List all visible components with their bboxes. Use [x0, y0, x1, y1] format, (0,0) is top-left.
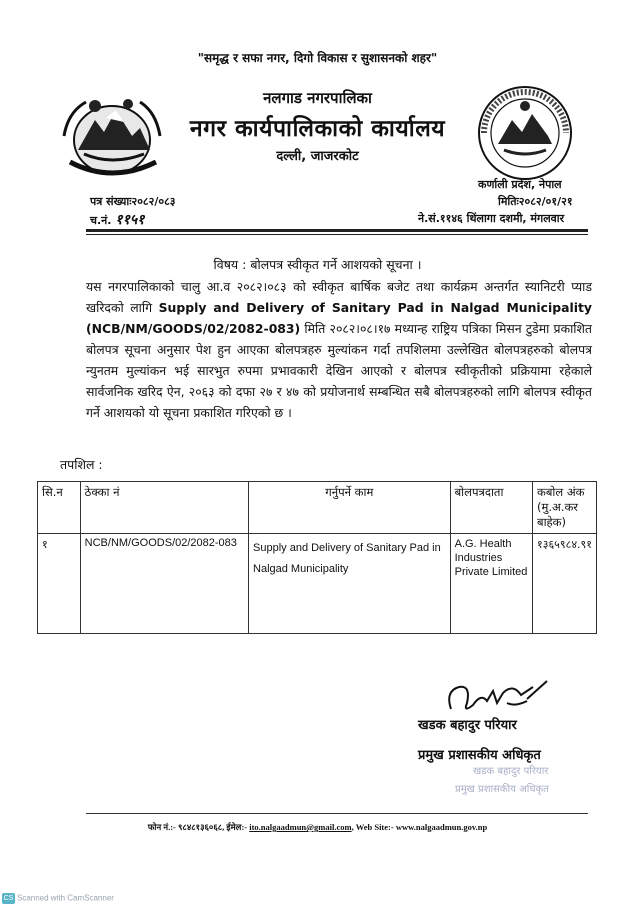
column-header-amount: कबोल अंक (मु.अ.कर बाहेक)	[533, 482, 597, 534]
dispatch-number	[90, 210, 144, 229]
column-header-work: गर्नुपर्ने काम	[249, 482, 451, 534]
header-divider-thin	[86, 234, 588, 235]
cell-contract-no: NCB/NM/GOODS/02/2082-083	[80, 534, 248, 634]
motto: "समृद्ध र सफा नगर, दिगो विकास र सुशासनको शहर"	[197, 51, 438, 65]
header-divider	[86, 229, 588, 232]
municipality-name: नलगाड नगरपालिका	[263, 89, 372, 107]
project-title: Supply and Delivery of Sanitary Pad in Nalgad Municipality	[158, 300, 592, 315]
table-row	[38, 534, 597, 634]
cell-bidder: A.G. Health Industries Private Limited	[450, 534, 532, 634]
letter-date: मितिः२०८२/०१/२१	[498, 195, 573, 208]
details-label: तपशिल :	[60, 457, 103, 472]
scanner-text: Scanned with CamScanner	[17, 893, 114, 903]
province: कर्णाली प्रदेश, नेपाल	[478, 178, 562, 191]
dispatch-label: च.नं.	[90, 214, 112, 227]
cell-sn: १	[38, 534, 81, 634]
letter-number: पत्र संख्याः२०८२/०८३	[90, 195, 176, 208]
footer-phone: फोन नं.:- ९८४८१३६०६८, ईमेल:-	[147, 822, 250, 832]
body-details: मिति २०८२।०८।१७ मध्यान्ह राष्ट्रिय पत्रिका मिसन टुडेमा प्रकाशित बोलपत्र सूचना अनुसार पेश हुन आएका बोलपत्रहरु मुल्यांकन गर्दा तपशिलमा उल्लेखित बोलपत्रहरुको बोलपत्र न्युनतम मुल्यांकन भई सारभुत रुपमा प्रभावकारी देखिन आएको र बोलपत्र स्वीकृतीको प्रक्रियामा रहेकाले सार्वजनिक खरिद ऐन, २०६३ को दफा २७ र ४७ को प्रयोजनार्थ सम्बन्धित सबै बोलपत्रहरुको लागि बोलपत्र स्वीकृत गर्ने आशयको यो सूचना प्रकाशित गरिएको छ ।	[86, 321, 592, 420]
scanner-watermark	[2, 893, 114, 904]
footer-contact	[0, 822, 635, 833]
signatory-name: खडक बहादुर परियार	[418, 718, 517, 733]
office-name: नगर कार्यपालिकाको कार्यालय	[189, 116, 446, 142]
camscanner-logo-icon: CS	[3, 895, 14, 902]
notice-body	[86, 276, 592, 423]
stamp-title: प्रमुख प्रशासकीय अधिकृत	[455, 784, 549, 795]
office-stamp	[445, 758, 555, 798]
office-address: दल्ली, जाजरकोट	[276, 149, 359, 164]
dispatch-number-value: ११५१	[115, 212, 145, 228]
footer-divider	[86, 813, 588, 814]
column-header-contract-no: ठेक्का नं	[80, 482, 248, 534]
signatory-title: प्रमुख प्रशासकीय अधिकृत	[418, 748, 541, 763]
subject-line: विषय : बोलपत्र स्वीकृत गर्ने आशयको सूचना ।	[213, 257, 422, 272]
footer-website: , Web Site:- www.nalgaadmun.gov.np	[351, 822, 488, 832]
column-header-sn: सि.न	[38, 482, 81, 534]
nepal-sambat-date: ने.सं.११४६ थिंलागा दशमी, मंगलवार	[418, 212, 565, 225]
column-header-bidder: बोलपत्रदाता	[450, 482, 532, 534]
footer-email-link[interactable]: ito.nalgaadmun@gmail.com	[249, 822, 352, 832]
cell-work: Supply and Delivery of Sanitary Pad in Nalgad Municipality	[249, 534, 451, 634]
contract-reference: (NCB/NM/GOODS/02/2082-083)	[86, 321, 301, 336]
table-header-row	[38, 482, 597, 534]
body-intro: यस नगरपालिकाको चालु आ.व २०८२।०८३ को स्वीकृत बार्षिक बजेट तथा कार्यक्रम अन्तर्गत स्यानिटरी प्याड खरिदको लागि	[86, 279, 592, 315]
cell-amount: १३६५९८४.९१	[533, 534, 597, 634]
stamp-name: खडक बहादुर परियार	[473, 766, 549, 777]
bid-table	[37, 481, 597, 634]
